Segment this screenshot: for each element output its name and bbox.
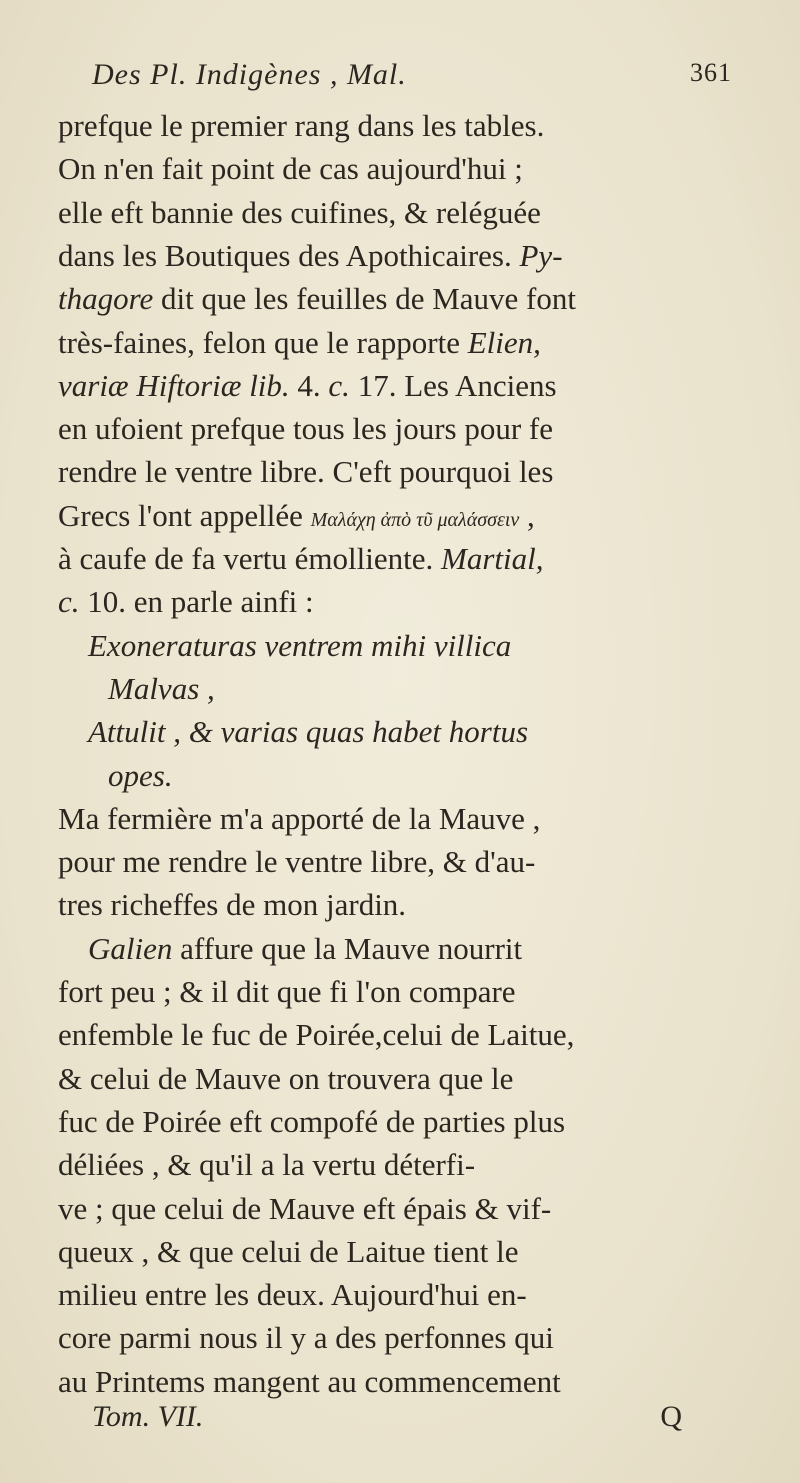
text-segment: 10. en parle ainfi : [79,584,314,620]
text-line [88,712,528,752]
text-line [58,279,576,319]
text-segment: 4. [289,367,329,403]
text-line [58,1102,565,1142]
text-line [88,929,522,969]
running-header [92,58,732,98]
running-title: Des Pl. Indigènes , Mal. [92,58,407,91]
page-footer [92,1400,682,1440]
text-segment: core parmi nous il y a des perfonnes qui [58,1320,554,1356]
text-segment: déliées , & qu'il a la vertu déterfi- [58,1147,476,1183]
text-line [58,149,523,189]
text-line [58,1232,519,1272]
text-line [58,1275,527,1315]
text-line [58,452,553,492]
text-segment: au Printems mangent au commencement [58,1363,561,1399]
italic-text: Martial, [441,541,544,576]
text-segment: dans les Boutiques des Apothicaires. [58,237,520,273]
text-line [58,106,544,146]
text-line [58,842,535,882]
text-line [58,366,557,406]
text-line [58,236,563,276]
text-line [108,669,215,709]
italic-text: c. [328,367,350,403]
text-segment: affure que la Mauve nourrit [172,930,523,966]
text-segment: , [519,497,535,533]
italic-text: Malvas , [108,670,215,706]
text-line [58,193,541,233]
text-segment: queux , & que celui de Laitue tient le [58,1233,519,1269]
italic-text: Exoneraturas ventrem mihi villica [88,627,512,663]
text-segment: On n'en fait point de cas aujourd'hui ; [58,151,523,187]
text-line [58,539,543,579]
text-segment: fort peu ; & il dit que fi l'on compare [58,974,516,1009]
text-segment: prefque le premier rang dans les tables. [58,108,545,143]
text-segment: fuc de Poirée eft compofé de parties plus [58,1103,566,1139]
volume-signature: Tom. VII. [92,1400,204,1433]
text-line [58,1145,475,1185]
italic-text: c. [58,584,80,620]
text-line [58,323,541,363]
text-line [58,799,540,839]
signature-mark: Q [660,1400,682,1433]
text-line [58,582,314,622]
italic-text: thagore [58,281,154,317]
text-segment: dit que les feuilles de Mauve font [153,281,576,317]
text-segment: tres richeffes de mon jardin. [58,887,407,923]
text-segment: en ufoient prefque tous les jours pour fe [58,411,554,447]
text-segment: 17. Les Anciens [349,367,557,403]
italic-text: Elien, [467,324,541,360]
text-segment: à caufe de fa vertu émolliente. [58,541,441,576]
text-line [58,972,516,1012]
italic-text: Galien [88,930,173,966]
text-line [108,756,173,796]
text-line [58,885,406,925]
italic-text: opes. [108,757,173,793]
text-segment: très-faines, felon que le rapporte [58,324,468,360]
text-segment: enfemble le fuc de Poirée,celui de Laitue, [58,1017,575,1053]
italic-text: Py- [519,237,563,273]
text-segment: & celui de Mauve on trouvera que le [58,1060,514,1096]
text-line [58,1362,561,1402]
text-segment: elle eft bannie des cuifines, & reléguée [58,194,541,230]
text-line [58,1015,574,1055]
text-line [58,409,553,449]
text-line [58,1318,554,1358]
text-line [58,1059,513,1099]
text-segment: Ma fermière m'a apporté de la Mauve , [58,800,541,836]
greek-text: Μαλάχη ἀπὸ τῦ μαλάσσειν [310,508,520,531]
text-segment: rendre le ventre libre. C'eft pourquoi les [58,454,554,490]
text-segment: Grecs l'ont appellée [58,497,311,533]
text-line [88,626,511,666]
italic-text: variæ Hiftoriæ lib. [58,367,290,403]
text-line [58,496,535,536]
text-segment: ve ; que celui de Mauve eft épais & vif- [58,1190,552,1226]
italic-text: Attulit , & varias quas habet hortus [88,714,529,750]
page-number: 361 [690,58,732,87]
text-line [58,1189,551,1229]
text-segment: milieu entre les deux. Aujourd'hui en- [58,1277,527,1313]
text-segment: pour me rendre le ventre libre, & d'au- [58,844,536,880]
